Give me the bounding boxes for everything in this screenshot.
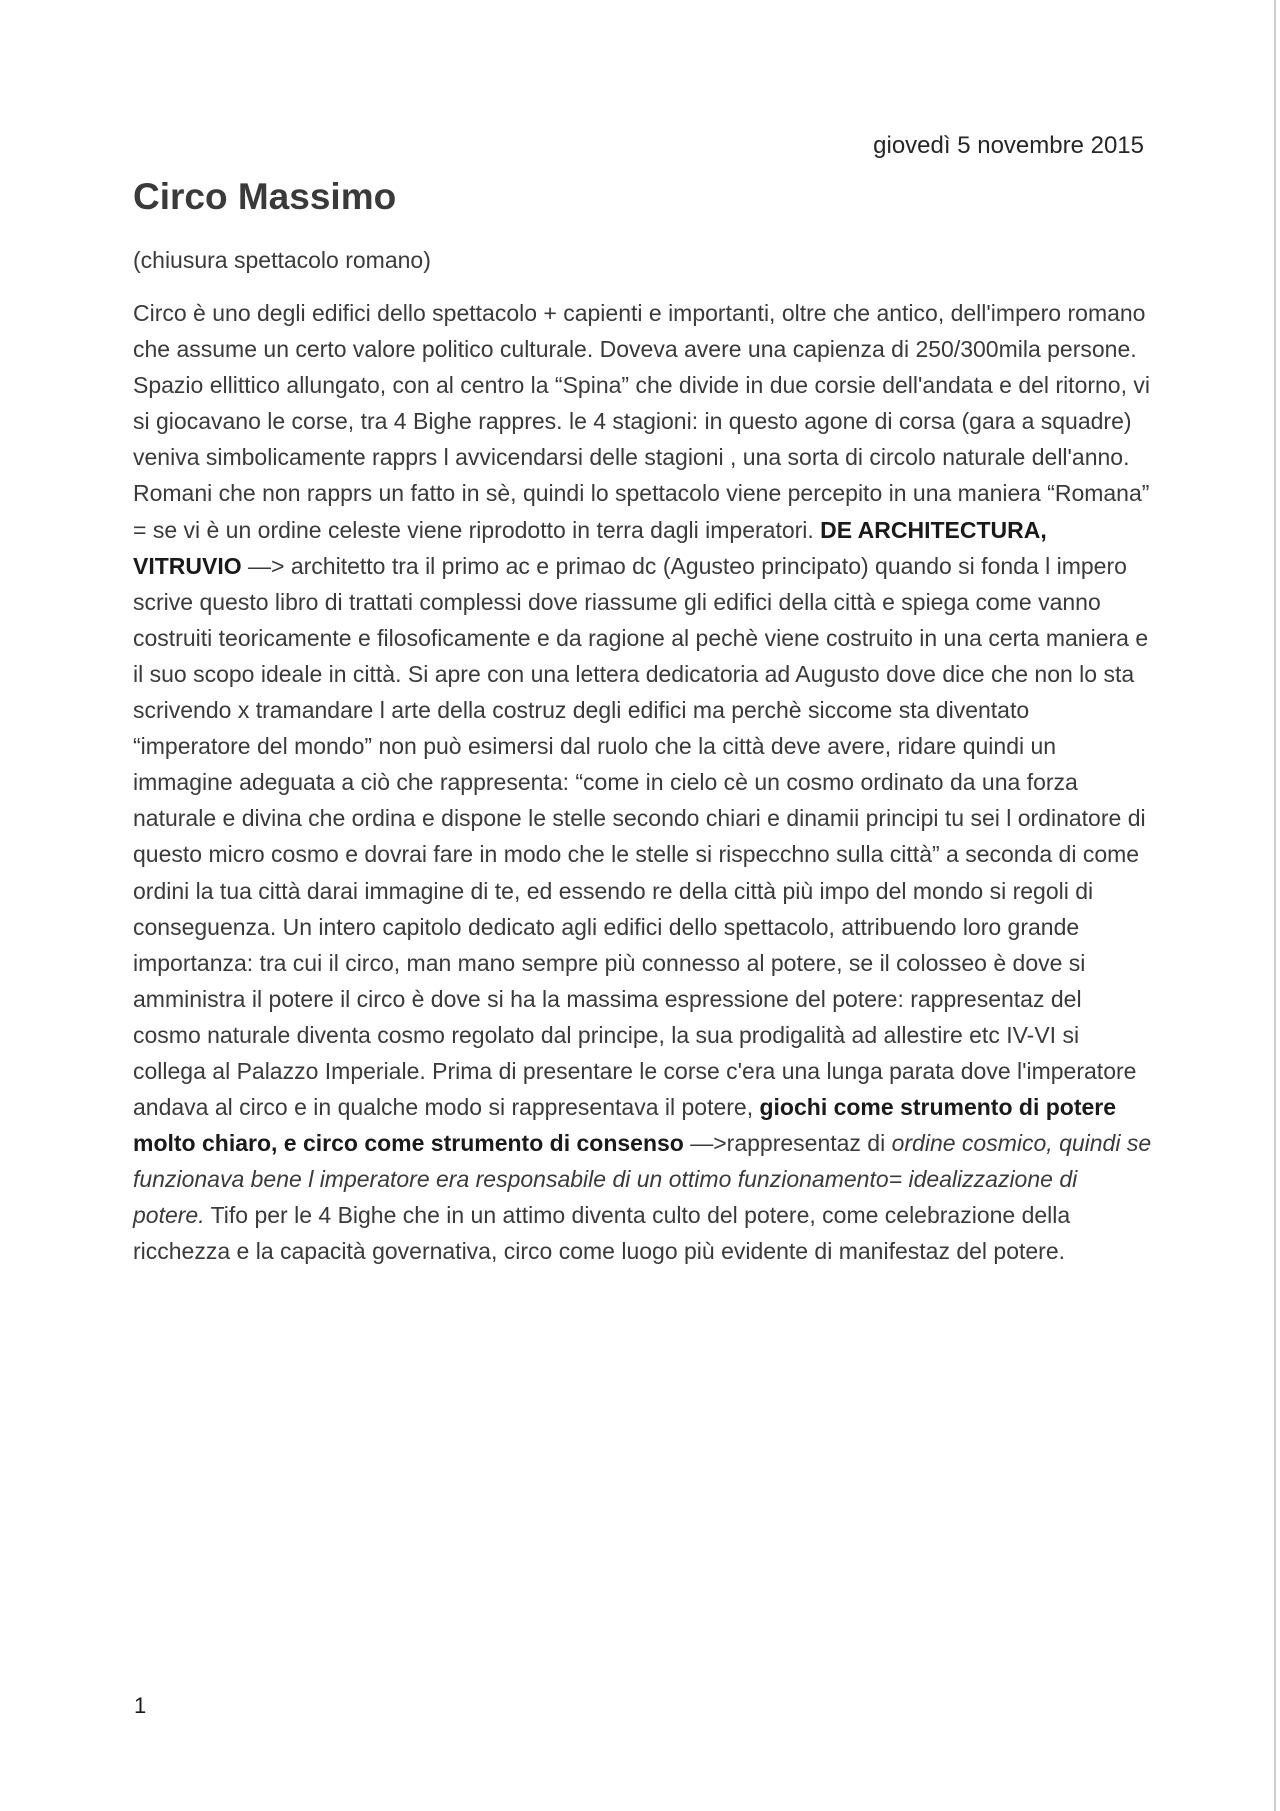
- body-italic-ordine: ordine cosmico, quindi se funzionava bene l imperatore era responsabile di un ottimo funzionamento= idealizzazione di potere.: [133, 1130, 1152, 1229]
- body-paragraph: [133, 295, 1153, 1270]
- body-text-segment-4: Tifo per le 4 Bighe che in un attimo diventa culto del potere, come celebrazione della ricchezza e la capacità governativa, circo come luogo più evidente di manifestaz del potere.: [133, 1202, 1071, 1265]
- body-text-segment-3: —>rappresentaz di: [683, 1130, 892, 1157]
- page-number: 1: [134, 1693, 147, 1718]
- page-subtitle: (chiusura spettacolo romano): [133, 247, 431, 273]
- body-text-segment-2: —> architetto tra il primo ac e primao dc (Agusteo principato) quando si fonda l impero scrive questo libro di trattati complessi dove riassume gli edifici della città e spiega come vanno costruiti teoricamente e filosoficamente e da ragione al pechè viene costruito in una certa maniera e il suo scopo ideale in città. Si apre con una lettera dedicatoria ad Augusto dove dice che non lo sta scrivendo x tramandare l arte della costruz degli edifici ma perchè siccome sta diventato “imperatore del mondo” non può esimersi dal ruolo che la città deve avere, ridare quindi un immagine adeguata a ciò che rappresenta: “come in cielo cè un cosmo ordinato da una forza naturale e divina che ordina e dispone le stelle secondo chiari e dinamii principi tu sei l ordinatore di questo micro cosmo e dovrai fare in modo che le stelle si rispecchno sulla città” a seconda di come ordini la tua città darai immagine di te, ed essendo re della città più impo del mondo si regoli di conseguenza. Un intero capitolo dedicato agli edifici dello spettacolo, attribuendo loro grande importanza: tra cui il circo, man mano sempre più connesso al potere, se il colosseo è dove si amministra il potere il circo è dove si ha la massima espressione del potere: rappresentaz del cosmo naturale diventa cosmo regolato dal principe, la sua prodigalità ad allestire etc IV-VI si collega al Palazzo Imperiale. Prima di presentare le corse c'era una lunga parata dove l'imperatore andava al circo e in qualche modo si rappresentava il potere,: [133, 552, 1149, 1121]
- page-title: Circo Massimo: [133, 176, 397, 217]
- document-date: giovedì 5 novembre 2015: [873, 132, 1144, 159]
- body-bold-giochi: giochi come strumento di potere molto chiaro, e circo come strumento di consenso: [133, 1094, 1117, 1157]
- body-bold-vitruvio: DE ARCHITECTURA, VITRUVIO: [133, 516, 1047, 579]
- body-text-segment-1: Circo è uno degli edifici dello spettacolo + capienti e importanti, oltre che antico, dell'impero romano che assume un certo valore politico culturale. Doveva avere una capienza di 250/300mila persone. Spazio ellittico allungato, con al centro la “Spina” che divide in due corsie dell'andata e del ritorno, vi si giocavano le corse, tra 4 Bighe rappres. le 4 stagioni: in questo agone di corsa (gara a squadre) veniva simbolicamente rapprs l avvicendarsi delle stagioni , una sorta di circolo naturale dell'anno. Romani che non rapprs un fatto in sè, quindi lo spettacolo viene percepito in una maniera “Romana” = se vi è un ordine celeste viene riprodotto in terra dagli imperatori.: [133, 300, 1150, 543]
